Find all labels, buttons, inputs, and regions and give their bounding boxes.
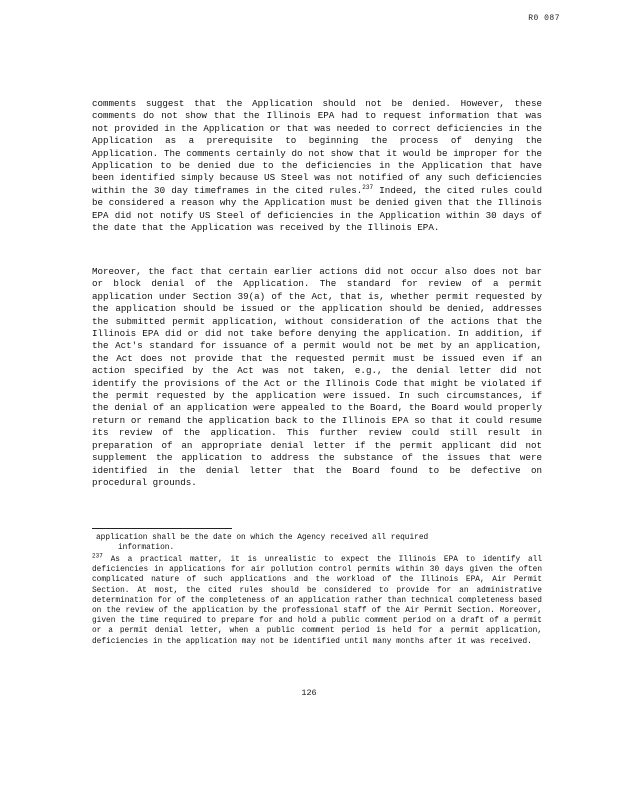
footnote-continuation-line-1: application shall be the date on which the Agency received all required: [96, 534, 429, 542]
footnote-separator: [92, 528, 232, 529]
footnote-continuation-line-2: information.: [118, 544, 175, 553]
footnote-text: As a practical matter, it is unrealistic to expect the Illinois EPA to identify all deficiencies in applications for air pollution control permits within 30 days given the often complicated nature of such applications and the workload of the Illinois EPA, Air Permit Section. At most, the cited rules should be considered to provide for an administrative determination for of the completeness of an application rather than technical completeness based on the review of the application by the professional staff of the Air Permit Section. Moreover, given the time required to prepare for and hold a public comment period on a draft of a permit or a permit denial letter, when a public comment period is held for a permit application, deficiencies in the application may not be identified until many months after it was received.: [92, 556, 542, 646]
footnote-number: 237: [92, 552, 103, 560]
document-header-code: R0 087: [528, 14, 560, 23]
paragraph-1-text-continued: Indeed, the cited rules could be considered a reason why the Application must be denied given that the Illinois EPA did not notify US Steel of deficiencies in the Application within 30 days of the date that the Application was received by the Illinois EPA.: [92, 184, 542, 234]
body-paragraph-1: [92, 98, 542, 234]
footnote-237: [92, 552, 542, 647]
body-paragraph-2: Moreover, the fact that certain earlier actions did not occur also does not bar or block denial of the Application. The standard for review of a permit application under Section 39(a) of the Act, that is, whether permit requested by the application should be issued or the application should be denied, addresses the submitted permit application, without consideration of the actions that the Illinois EPA did or did not take before denying the application. In addition, if the Act's standard for issuance of a permit would not be met by an application, the Act does not provide that the requested permit must be issued even if an action specified by the Act was not taken, e.g., the denial letter did not identify the provisions of the Act or the Illinois Code that might be violated if the permit requested by the application were issued. In such circumstances, if the denial of an application were appealed to the Board, the Board would properly return or remand the application back to the Illinois EPA so that it could resume its review of the application. This further review could still result in preparation of an appropriate denial letter if the permit applicant did not supplement the application to address the substance of the issues that were identified in the denial letter that the Board found to be defective on procedural grounds.: [92, 266, 542, 488]
page-number: 126: [301, 688, 317, 698]
footnote-continuation: [92, 533, 546, 553]
paragraph-1-text: comments suggest that the Application should not be denied. However, these comments do not show that the Illinois EPA had to request information that was not provided in the Application or that was needed to correct deficiencies in the Application as a prerequisite to beginning the process of denying the Application. The comments certainly do not show that it would be improper for the Application to be denied due to the deficiencies in the Application that have been identified simply because US Steel was not notified of any such deficiencies within the 30 day timeframes in the cited rules.: [92, 98, 542, 196]
footnote-reference: 237: [362, 183, 374, 191]
